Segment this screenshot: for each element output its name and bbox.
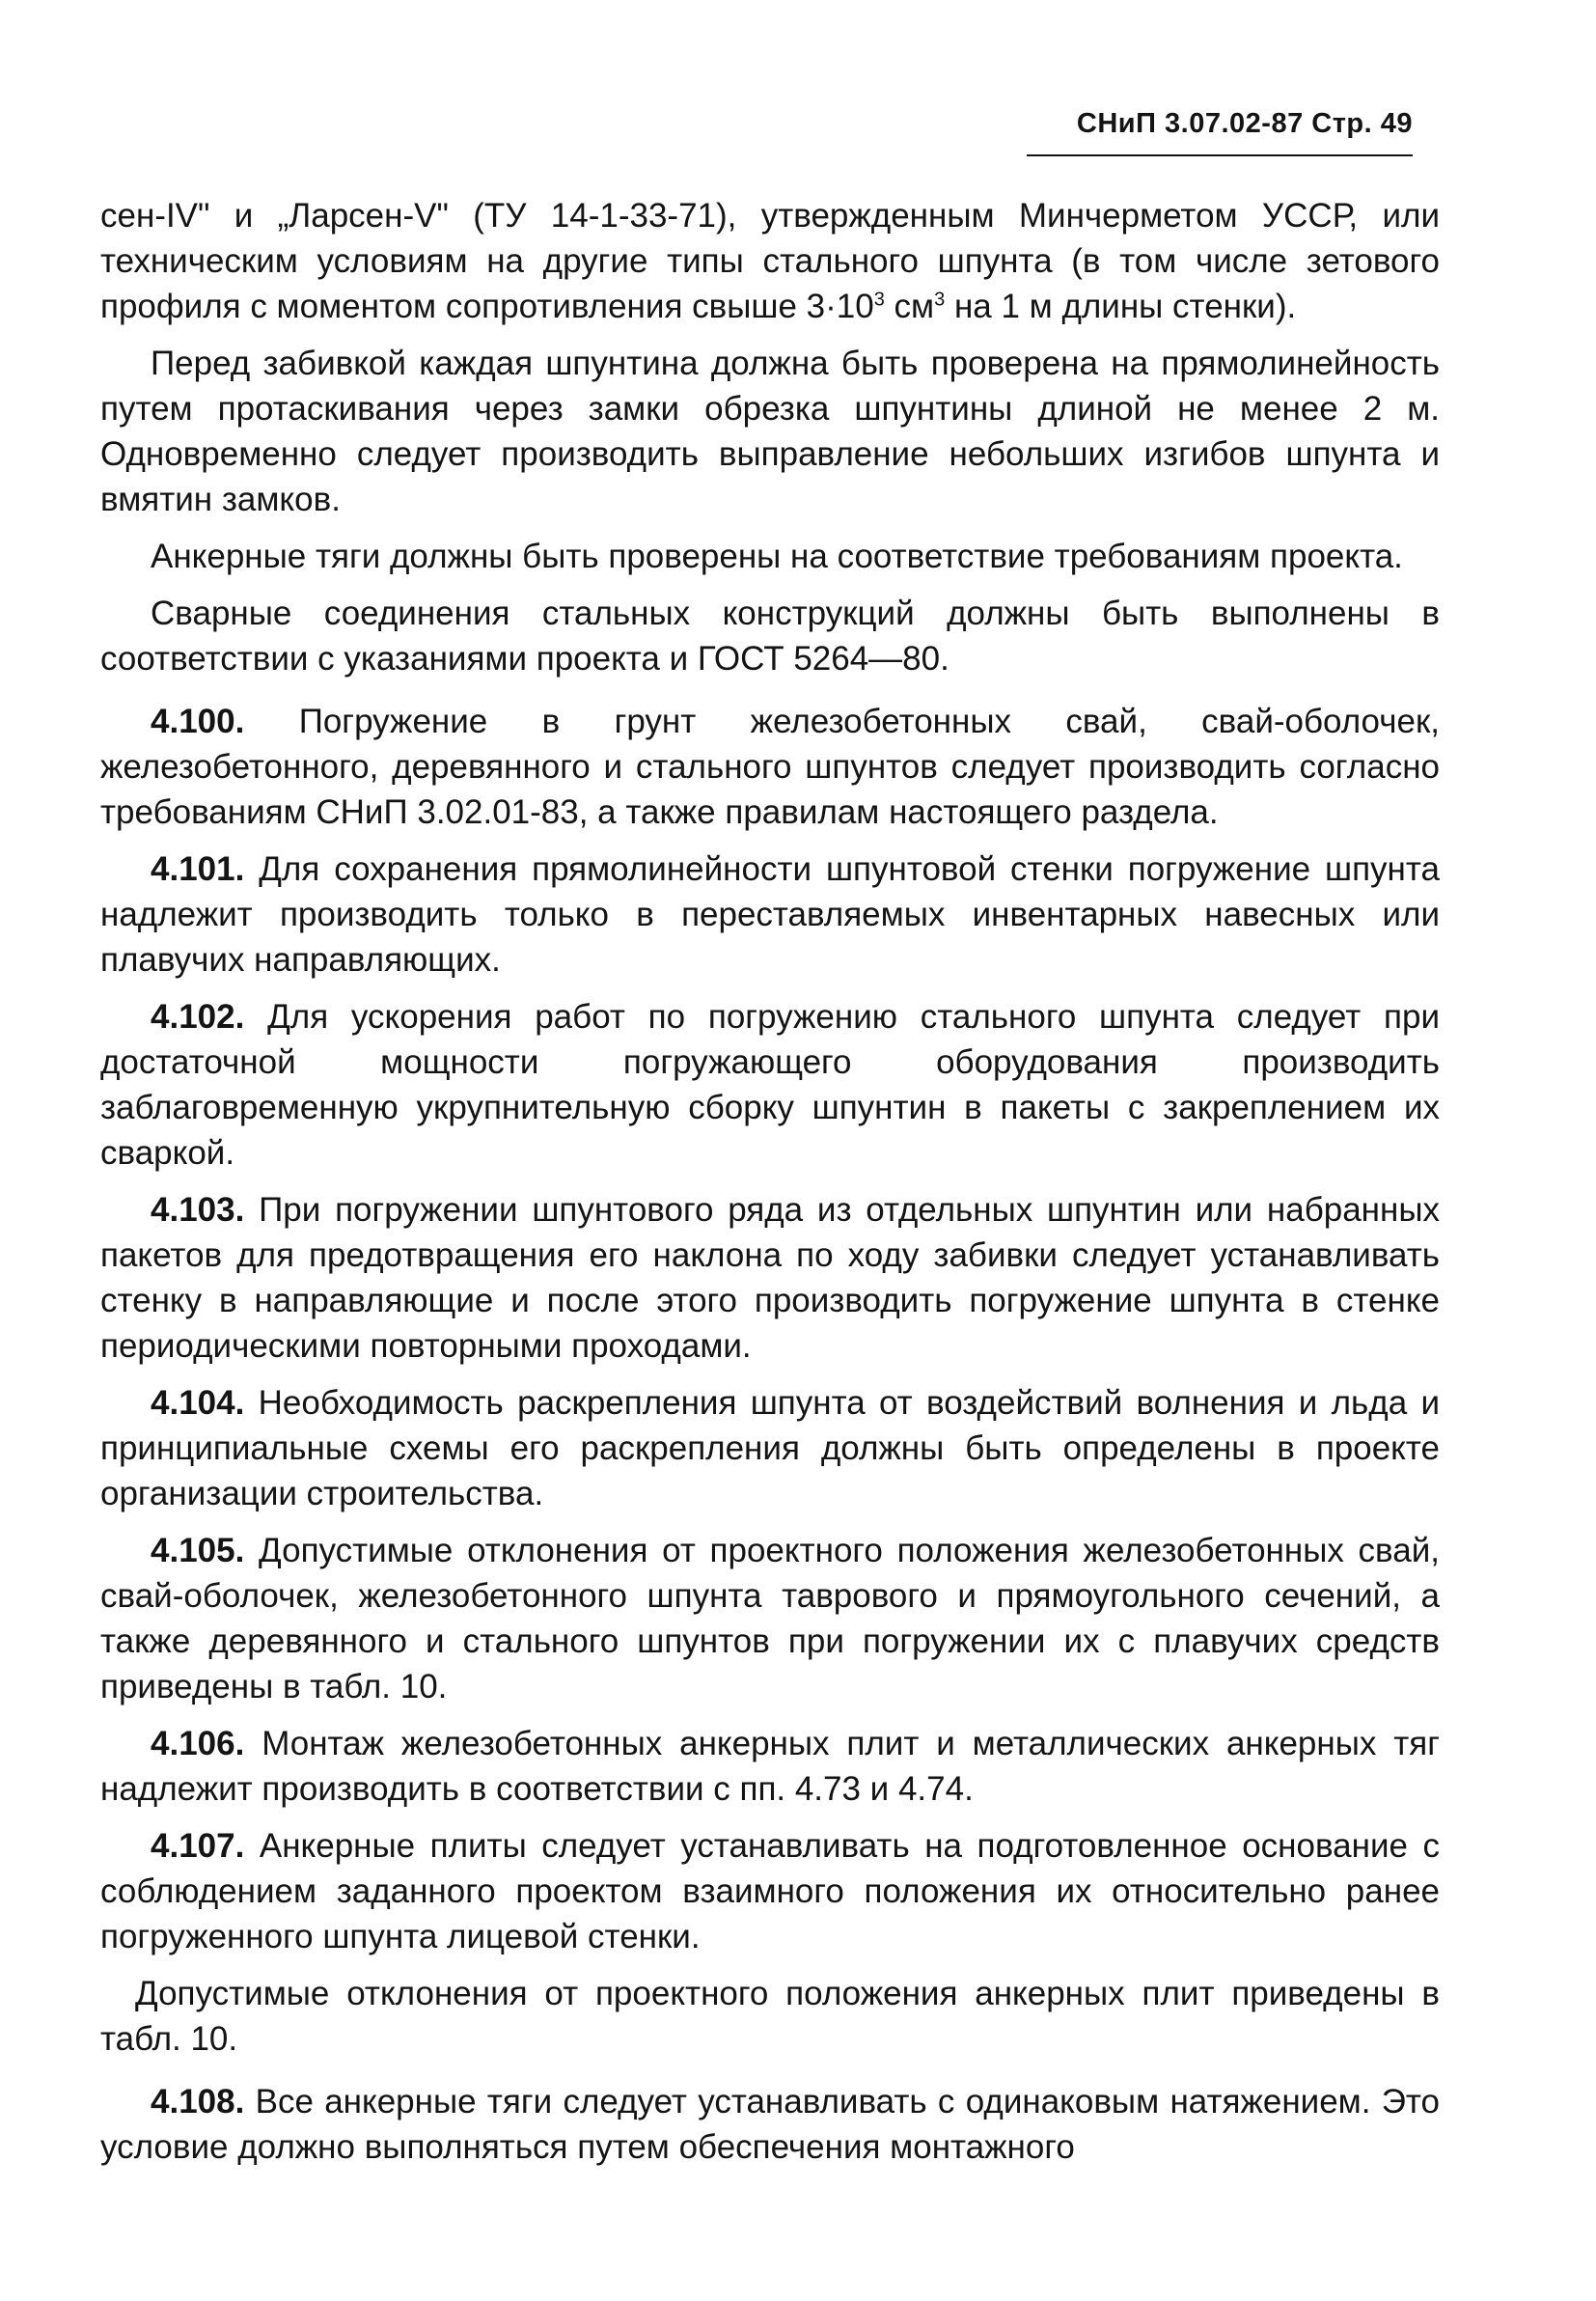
clause-4-103 [100,1187,1440,1369]
clause-text: Анкерные плиты следует устанавливать на подготовленное основание с соблюдением заданного проектом взаимного положения их относительно ранее погруженного шпунта лицевой стенки. [100,1827,1440,1955]
paragraph-straightness-check: Перед забивкой каждая шпунтина должна быть проверена на прямолинейность путем протаскивания через замки обрезка шпунтины длиной не менее 2 м. Одновременно следует производить выправление небольших изгибов шпунта и вмятин замков. [100,345,1440,518]
clause-number: 4.100. [151,703,245,740]
header-rule [1027,154,1413,156]
clause-4-108 [100,2079,1440,2170]
clause-text: Допустимые отклонения от проектного положения железобетонных свай, свай-оболочек, железобетонного шпунта таврового и прямоугольного сечений, а также деревянного и стального шпунтов при погружении их с плавучих средств приведены в табл. 10. [100,1532,1440,1705]
superscript: 3 [934,289,946,311]
clause-text: Для сохранения прямолинейности шпунтовой стенки погружение шпунта надлежит производить только в переставляемых инвентарных навесных или плавучих направляющих. [100,850,1440,979]
clause-4-105 [100,1528,1440,1709]
clause-text: Погружение в грунт железобетонных свай, свай-оболочек, железобетонного, деревянного и стального шпунтов следует производить согласно требованиям СНиП 3.02.01-83, а также правилам настоящего раздела. [100,703,1440,831]
paragraph-anchor-ties-check: Анкерные тяги должны быть проверены на соответствие требованиям проекта. [151,538,1403,575]
clause-text: Необходимость раскрепления шпунта от воздействий волнения и льда и принципиальные схемы его раскрепления должны быть определены в проекте организации строительства. [100,1384,1441,1512]
page-header: СНиП 3.07.02-87 Стр. 49 [1076,108,1413,139]
clause-number: 4.107. [151,1827,245,1865]
superscript: 3 [873,289,885,311]
clause-text: Все анкерные тяги следует устанавливать с одинаковым натяжением. Это условие должно выполняться путем обеспечения монтажного [100,2083,1440,2166]
clause-text: При погружении шпунтового ряда из отдельных шпунтин или набранных пакетов для предотвращения его наклона по ходу забивки следует устанавливать стенку в направляющие и после этого производить погружение шпунта в стенке периодическими повторными проходами. [100,1191,1440,1365]
clause-number: 4.102. [151,998,245,1036]
clause-number: 4.106. [151,1725,245,1762]
clause-4-106 [100,1721,1440,1812]
clause-4-104 [100,1380,1440,1516]
clause-4-100 [100,699,1440,835]
paragraph-continuation: сен-IV" и „Ларсен-V" (ТУ 14-1-33-71), утвержденным Минчерметом УССР, или техническим условиям на другие типы стального шпунта (в том числе зетового профиля с моментом сопротивления свыше $3\cdot 10^3$ $см^3$ на 1 м длины стенки). [100,197,1440,325]
clause-number: 4.103. [151,1191,245,1229]
paragraph-welds: Сварные соединения стальных конструкций должны быть выполнены в соответствии с указаниями проекта и ГОСТ 5264—80. [100,595,1440,678]
clause-4-101 [100,846,1440,983]
clause-number: 4.104. [151,1384,245,1422]
clause-text: Монтаж железобетонных анкерных плит и металлических анкерных тяг надлежит производить в соответствии с пп. 4.73 и 4.74. [100,1725,1440,1808]
clause-4-102 [100,994,1440,1176]
document-body [100,193,1440,2181]
clause-text: Для ускорения работ по погружению стального шпунта следует при достаточной мощности погружающего оборудования производить заблаговременную укрупнительную сборку шпунтин в пакеты с закреплением их сваркой. [100,998,1440,1172]
clause-number: 4.108. [151,2083,245,2121]
clause-number: 4.101. [151,850,245,888]
clause-number: 4.105. [151,1532,245,1569]
clause-4-107 [100,1823,1440,1959]
paragraph-plate-tolerances: Допустимые отклонения от проектного положения анкерных плит приведены в табл. 10. [100,1975,1440,2058]
